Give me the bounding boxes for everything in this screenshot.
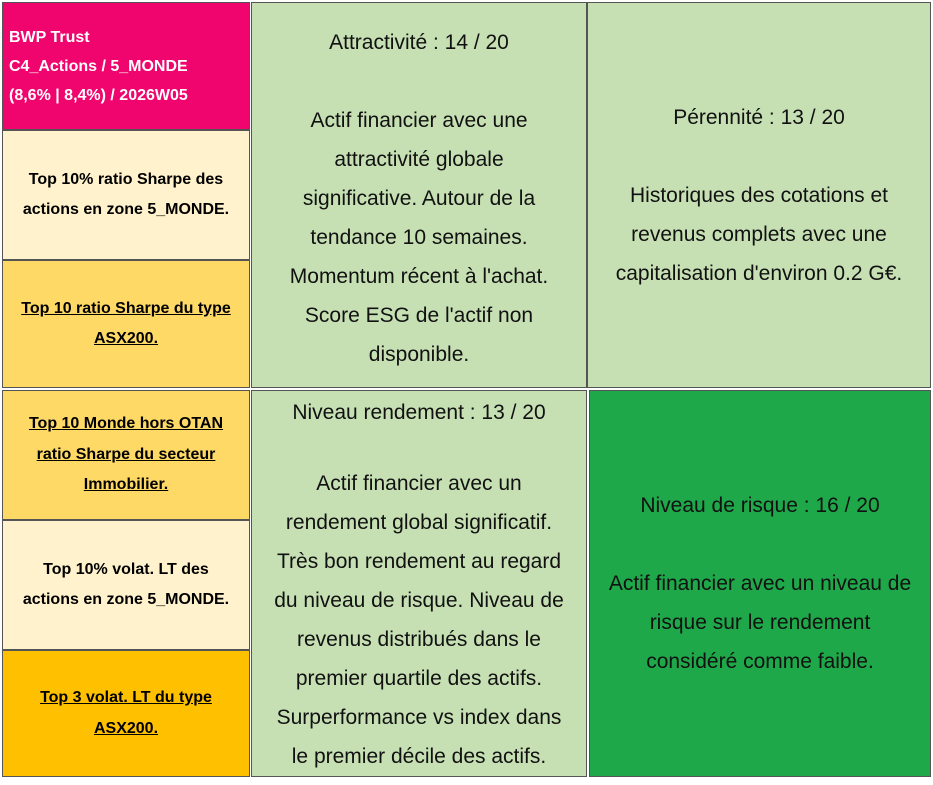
perennite-text: revenus complets avec une	[631, 222, 887, 246]
attractivite-text: tendance 10 semaines.	[310, 226, 528, 249]
attractivite-text: Actif financier avec une	[310, 109, 528, 132]
risque-text: Actif financier avec un niveau de	[608, 572, 912, 595]
perennite-text: Historiques des cotations et	[630, 183, 888, 207]
ranking-sharpe-sector-link[interactable]	[2, 390, 250, 520]
rendement-text: Très bon rendement au regard	[276, 550, 562, 573]
risque-title: Niveau de risque : 16 / 20	[640, 494, 880, 517]
rendement-text: du niveau de risque. Niveau de	[274, 589, 564, 612]
ranking-volat-type-link[interactable]	[2, 650, 250, 777]
rendement-panel	[251, 390, 587, 777]
rendement-text: premier quartile des actifs.	[295, 667, 543, 690]
attractivite-panel	[251, 2, 587, 388]
attractivite-text: Score ESG de l'actif non	[304, 304, 534, 327]
rendement-text: revenus distribués dans le	[297, 628, 541, 651]
attractivite-text: Momentum récent à l'achat.	[289, 265, 549, 288]
ranking-volat-zone	[2, 520, 250, 650]
risque-panel	[589, 390, 931, 777]
ranking-link-line[interactable]: Immobilier.	[83, 476, 169, 494]
ranking-link-line[interactable]: ASX200.	[93, 719, 159, 737]
attractivite-text: significative. Autour de la	[302, 187, 536, 210]
attractivite-text: attractivité globale	[334, 148, 504, 171]
attractivite-text: disponible.	[368, 343, 470, 366]
ranking-line: actions en zone 5_MONDE.	[22, 591, 230, 608]
rendement-text: Actif financier avec un	[316, 472, 522, 495]
rendement-text: le premier décile des actifs.	[291, 745, 547, 768]
perennite-text: capitalisation d'environ 0.2 G€.	[615, 261, 903, 285]
asset-category: C4_Actions / 5_MONDE	[9, 58, 188, 75]
ranking-line: Top 10% ratio Sharpe des	[28, 170, 224, 188]
ranking-sharpe-type-link[interactable]	[2, 260, 250, 388]
ranking-link-line[interactable]: Top 10 ratio Sharpe du type	[21, 299, 231, 317]
ranking-link-line[interactable]: ratio Sharpe du secteur	[36, 445, 216, 463]
asset-name: BWP Trust	[9, 29, 90, 46]
asset-performance: (8,6% | 8,4%) / 2026W05	[9, 87, 188, 104]
risque-text: considéré comme faible.	[646, 650, 874, 673]
risque-text: risque sur le rendement	[649, 611, 871, 634]
attractivite-title: Attractivité : 14 / 20	[329, 31, 509, 54]
ranking-link-line[interactable]: Top 10 Monde hors OTAN	[28, 415, 224, 433]
rendement-text: rendement global significatif.	[285, 511, 553, 534]
asset-header	[2, 2, 250, 130]
perennite-panel	[587, 2, 931, 388]
rendement-title: Niveau rendement : 13 / 20	[292, 401, 546, 424]
ranking-link-line[interactable]: ASX200.	[93, 330, 159, 347]
ranking-line: actions en zone 5_MONDE.	[22, 201, 230, 218]
ranking-link-line[interactable]: Top 3 volat. LT du type	[40, 689, 212, 707]
rendement-text: Surperformance vs index dans	[276, 706, 562, 729]
ranking-line: Top 10% volat. LT des	[43, 560, 209, 578]
perennite-title: Pérennité : 13 / 20	[673, 105, 845, 129]
ranking-sharpe-zone	[2, 130, 250, 260]
